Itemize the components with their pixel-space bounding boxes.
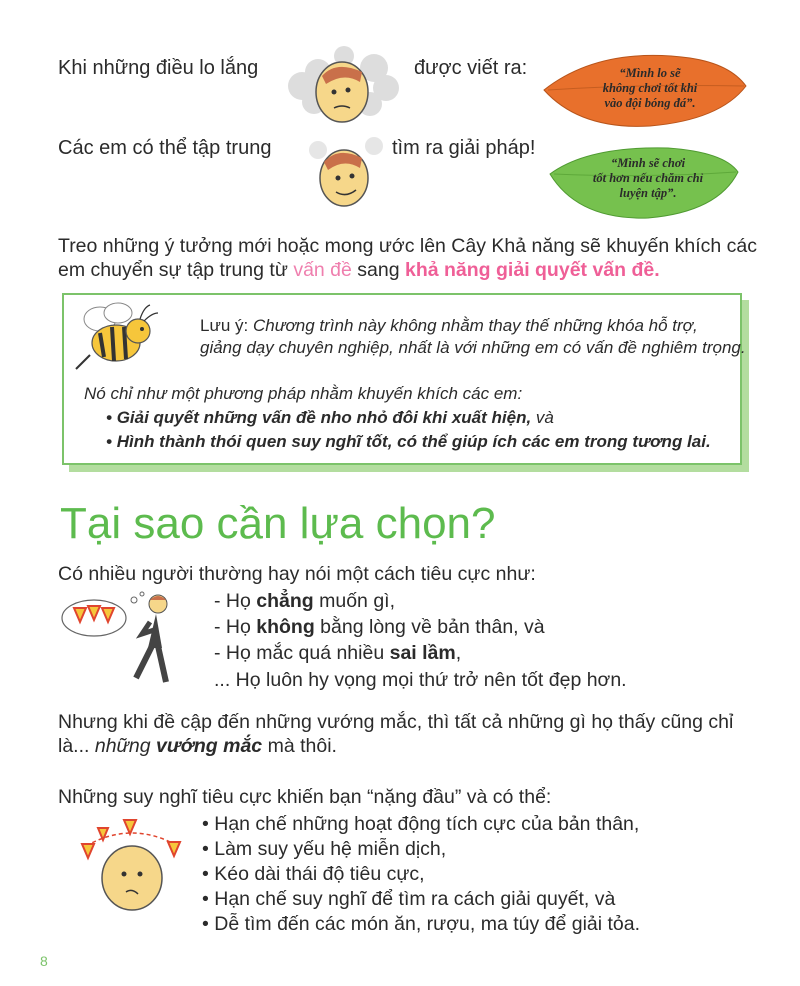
bee-illustration xyxy=(70,299,160,379)
section-lead: Có nhiều người thường hay nói một cách tiêu cực như: xyxy=(58,563,536,585)
list-text: bằng lòng về bản thân, và xyxy=(314,616,545,638)
list-bold: sai lầm xyxy=(389,642,456,664)
note-label: Lưu ý: xyxy=(200,316,249,335)
list-text: - Họ mắc quá nhiều xyxy=(214,642,390,664)
note-text: Chương trình này không nhằm thay thế những khóa hỗ trợ, xyxy=(248,316,698,335)
problems-bold-italic: vướng mắc xyxy=(150,735,263,757)
list-bold: chẳng xyxy=(256,590,314,612)
intro-paragraph xyxy=(58,234,758,282)
note-line-1 xyxy=(200,315,698,337)
leaf2-line: luyện tập”. xyxy=(619,186,677,200)
leaf2-line: tốt hơn nếu chăm chỉ xyxy=(592,171,704,185)
list-text: muốn gì, xyxy=(313,590,395,612)
leaf1-line: vào đội bóng đá”. xyxy=(604,96,696,110)
note-line-3: Nó chỉ như một phương pháp nhằm khuyến khích các em: xyxy=(84,384,523,403)
note-bullet-2: • Hình thành thói quen suy nghĩ tốt, có thể giúp ích các em trong tương lai. xyxy=(106,432,711,451)
row1-right-text: được viết ra: xyxy=(414,57,528,79)
highlight-solution: khả năng giải quyết vấn đề. xyxy=(405,259,660,281)
section-heading: Tại sao cần lựa chọn? xyxy=(60,499,496,548)
effect-item: • Làm suy yếu hệ miễn dịch, xyxy=(202,838,447,860)
problems-italic: những xyxy=(94,735,151,757)
worried-face-illustration xyxy=(284,42,402,126)
orange-leaf-note xyxy=(540,50,750,130)
effect-item: • Hạn chế suy nghĩ để tìm ra cách giải quyết, và xyxy=(202,888,616,910)
problems-line-2 xyxy=(58,734,758,758)
problems-paragraph xyxy=(58,710,758,758)
intro-line-2 xyxy=(58,258,758,282)
highlight-problem: vấn đề xyxy=(293,259,352,281)
leaf1-line: “Mình lo sẽ xyxy=(619,66,681,80)
note-bullet-1: • Giải quyết những vấn đề nho nhỏ đôi khi xuất hiện, và xyxy=(106,408,554,427)
negative-list-item xyxy=(214,641,461,665)
row2-left-text: Các em có thể tập trung xyxy=(58,137,272,159)
note-bullet-text: Hình thành thói quen suy nghĩ tốt, có thể giúp ích các em trong tương lai. xyxy=(116,432,711,451)
intro-text: sang xyxy=(351,259,405,281)
problems-text: là... xyxy=(58,735,95,757)
effect-item: • Kéo dài thái độ tiêu cực, xyxy=(202,863,425,885)
note-bullet-rest: và xyxy=(531,408,554,427)
negative-list-item xyxy=(214,668,627,692)
list-text: - Họ xyxy=(214,590,257,612)
negative-list-item xyxy=(214,615,545,639)
green-leaf-note xyxy=(548,142,740,222)
intro-line-1: Treo những ý tưởng mới hoặc mong ước lên Cây Khả năng sẽ khuyến khích các xyxy=(58,235,757,257)
leaf1-line: không chơi tốt khi xyxy=(602,81,698,95)
negative-thoughts-lead: Những suy nghĩ tiêu cực khiến bạn “nặng đầu” và có thể: xyxy=(58,786,552,808)
note-line-2: giảng dạy chuyên nghiệp, nhất là với những em có vấn đề nghiêm trọng. xyxy=(200,338,746,357)
effect-item: • Hạn chế những hoạt động tích cực của bản thân, xyxy=(202,813,640,835)
list-text: - Họ xyxy=(214,616,257,638)
page-number: 8 xyxy=(40,953,48,969)
problems-line-1: Nhưng khi đề cập đến những vướng mắc, thì tất cả những gì họ thấy cũng chỉ xyxy=(58,711,734,733)
relieved-face-illustration xyxy=(304,130,386,212)
worried-man-illustration xyxy=(58,588,188,688)
list-text: , xyxy=(455,642,462,664)
negative-list-item xyxy=(214,589,395,613)
problems-text: mà thôi. xyxy=(262,735,337,757)
heavy-head-illustration xyxy=(76,816,188,916)
list-bold: không xyxy=(256,616,315,638)
note-bullet-bold: Giải quyết những vấn đề nho nhỏ đôi khi xuất hiện, xyxy=(116,408,532,427)
note-box xyxy=(62,293,746,465)
leaf2-line: “Mình sẽ chơi xyxy=(610,156,686,170)
row2-right-text: tìm ra giải pháp! xyxy=(392,137,536,159)
intro-text: em chuyển sự tập trung từ xyxy=(58,259,294,281)
row1-left-text: Khi những điều lo lắng xyxy=(58,57,259,79)
list-text: ... Họ luôn hy vọng mọi thứ trở nên tốt đẹp hơn. xyxy=(214,669,627,691)
effect-item: • Dễ tìm đến các món ăn, rượu, ma túy để giải tỏa. xyxy=(202,913,641,935)
